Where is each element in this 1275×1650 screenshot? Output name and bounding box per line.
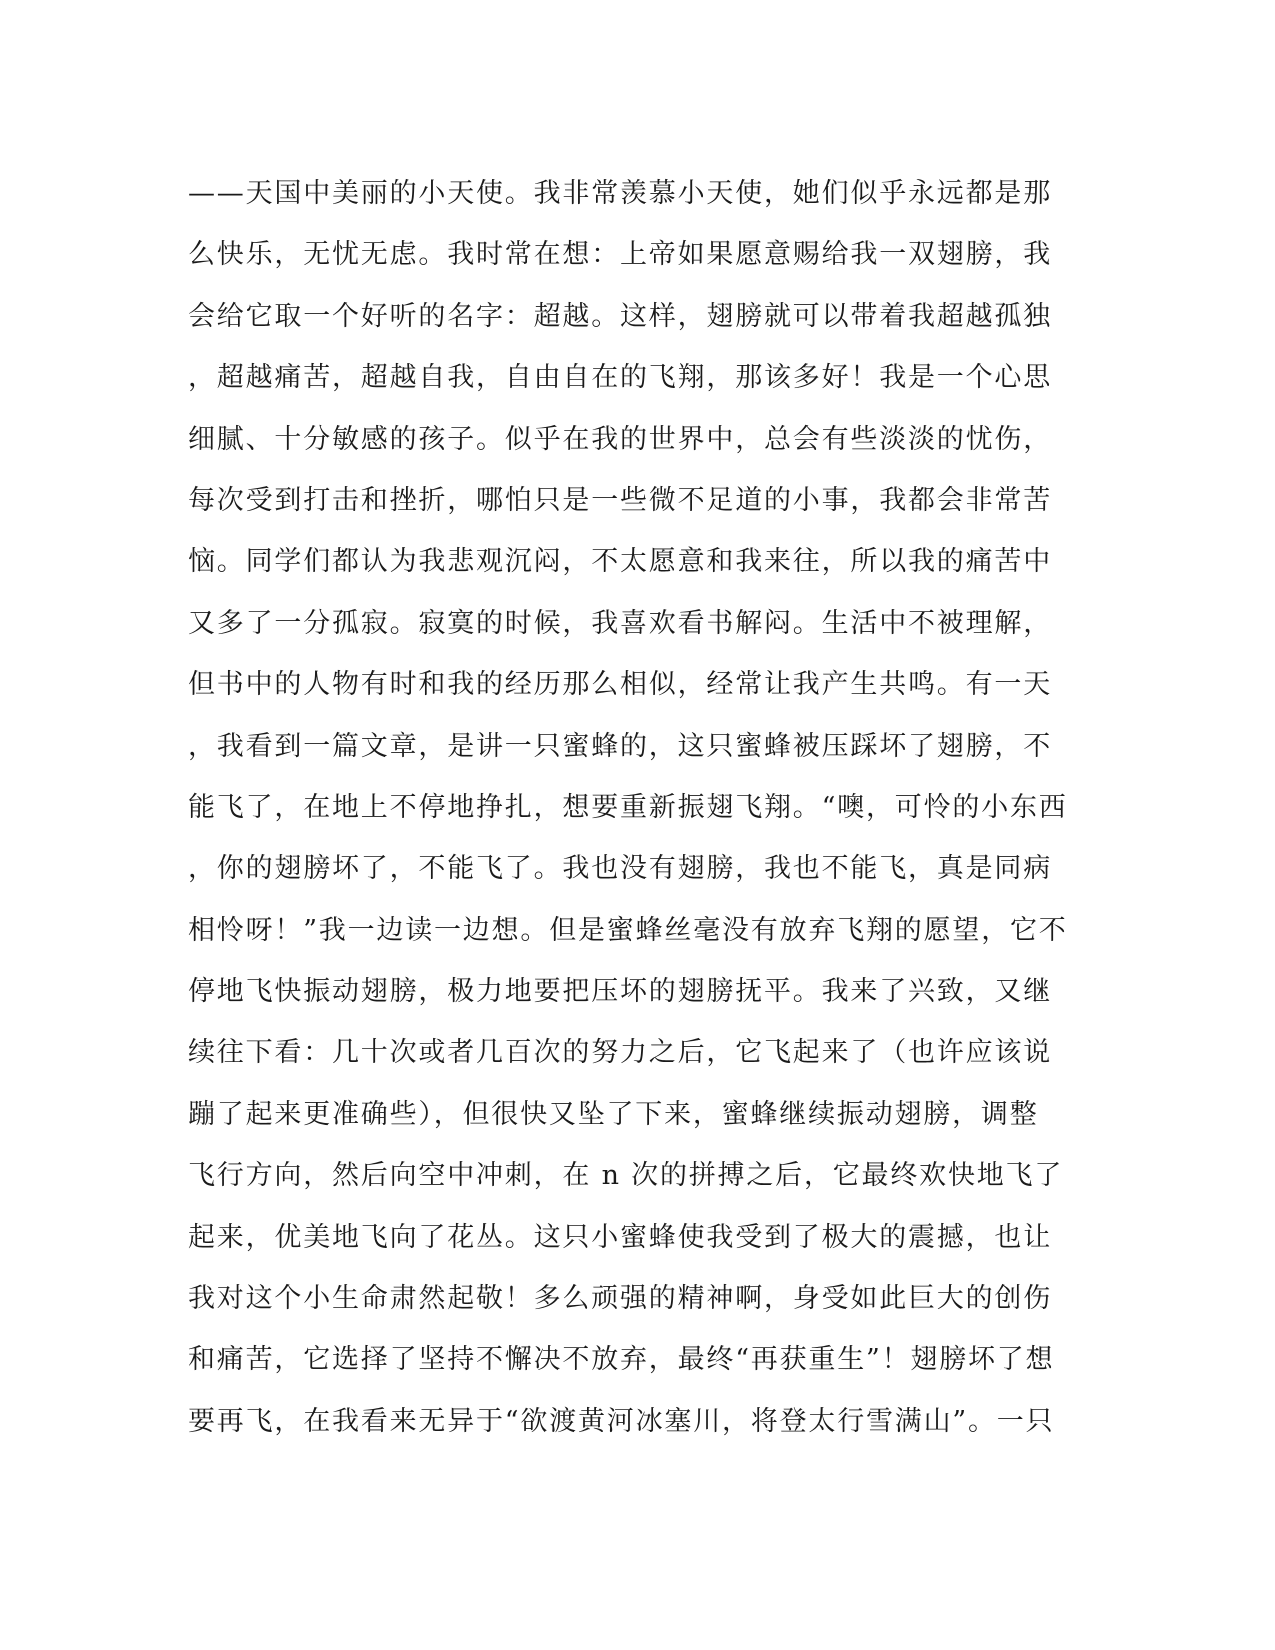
text-line: ，你的翅膀坏了，不能飞了。我也没有翅膀，我也不能飞，真是同病 — [188, 853, 1052, 885]
text-line: 要再飞，在我看来无异于“欲渡黄河冰塞川，将登太行雪满山”。一只 — [188, 1405, 1055, 1437]
text-line: 能飞了，在地上不停地挣扎，想要重新振翅飞翔。“噢，可怜的小东西 — [188, 791, 1068, 823]
text-line: 蹦了起来更准确些），但很快又坠了下来，蜜蜂继续振动翅膀，调整 — [188, 1098, 1039, 1130]
text-line: 停地飞快振动翅膀，极力地要把压坏的翅膀抚平。我来了兴致，又继 — [188, 976, 1052, 1008]
text-line: 又多了一分孤寂。寂寞的时候，我喜欢看书解闷。生活中不被理解， — [188, 607, 1052, 639]
text-line: 细腻、十分敏感的孩子。似乎在我的世界中，总会有些淡淡的忧伤， — [188, 423, 1052, 455]
text-line: 相怜呀！”我一边读一边想。但是蜜蜂丝毫没有放弃飞翔的愿望，它不 — [188, 914, 1068, 946]
text-line: ，我看到一篇文章，是讲一只蜜蜂的，这只蜜蜂被压踩坏了翅膀，不 — [188, 730, 1052, 762]
text-line: 飞行方向，然后向空中冲刺，在 n 次的拼搏之后，它最终欢快地飞了 — [188, 1160, 1064, 1192]
text-line: 但书中的人物有时和我的经历那么相似，经常让我产生共鸣。有一天 — [188, 669, 1052, 701]
text-line: 恼。同学们都认为我悲观沉闷，不太愿意和我来往，所以我的痛苦中 — [188, 546, 1052, 578]
text-line: 会给它取一个好听的名字：超越。这样，翅膀就可以带着我超越孤独 — [188, 300, 1052, 332]
text-line: 么快乐，无忧无虑。我时常在想：上帝如果愿意赐给我一双翅膀，我 — [188, 239, 1052, 271]
text-line: ——天国中美丽的小天使。我非常羡慕小天使，她们似乎永远都是那 — [188, 178, 1052, 209]
text-line: 和痛苦，它选择了坚持不懈决不放弃，最终“再获重生”！翅膀坏了想 — [188, 1344, 1055, 1376]
body-text — [188, 163, 1068, 1452]
text-line: 每次受到打击和挫折，哪怕只是一些微不足道的小事，我都会非常苦 — [188, 484, 1052, 516]
text-line: ，超越痛苦，超越自我，自由自在的飞翔，那该多好！我是一个心思 — [188, 362, 1052, 394]
text-line: 续往下看：几十次或者几百次的努力之后，它飞起来了（也许应该说 — [188, 1037, 1052, 1069]
text-line: 起来，优美地飞向了花丛。这只小蜜蜂使我受到了极大的震撼，也让 — [188, 1221, 1052, 1253]
text-line: 我对这个小生命肃然起敬！多么顽强的精神啊，身受如此巨大的创伤 — [188, 1283, 1052, 1315]
